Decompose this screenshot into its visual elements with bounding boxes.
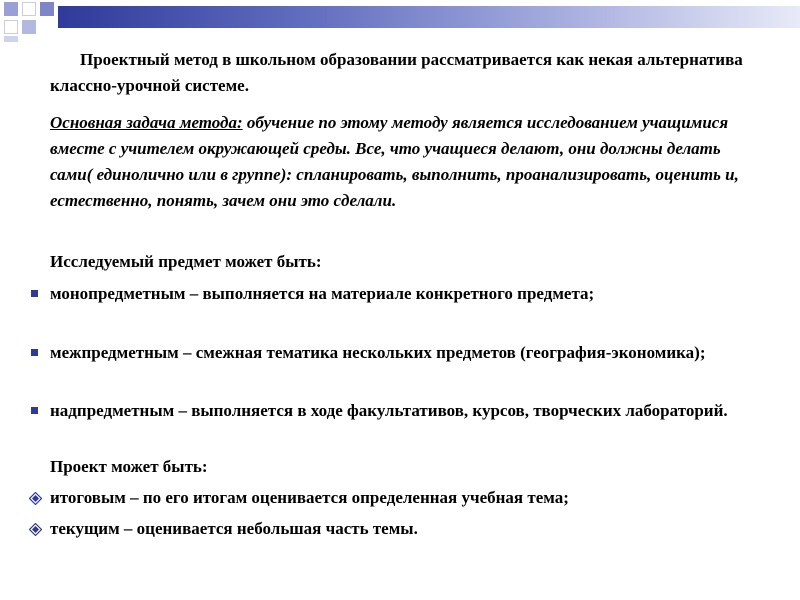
intro-paragraph: Проектный метод в школьном образовании рассматривается как некая альтернатива классно-урочной системе.	[50, 50, 743, 95]
project-heading: Проект может быть:	[50, 457, 208, 476]
subject-heading: Исследуемый предмет может быть:	[50, 252, 322, 271]
task-label: Основная задача метода:	[50, 113, 243, 132]
task-text: обучение по этому методу является исследованием учащимися вместе с учителем окружающей среды. Все, что учащиеся делают, они должны делать сами( единолично или в группе): спланировать, выполнить, проанализировать, оценить и, естественно, понять, зачем они это сделали.	[50, 113, 739, 210]
subject-list-item	[50, 340, 750, 366]
subject-item-text: монопредметным – выполняется на материале конкретного предмета;	[50, 284, 595, 303]
project-item-text: итоговым – по его итогам оценивается определенная учебная тема;	[50, 488, 569, 507]
project-list-item	[50, 485, 750, 511]
square-bullet-icon	[31, 290, 38, 297]
square-bullet-icon	[31, 407, 38, 414]
diamond-bullet-icon	[29, 523, 42, 536]
subject-item-text: межпредметным – смежная тематика нескольких предметов (география-экономика);	[50, 343, 706, 362]
subject-list-item	[50, 398, 750, 424]
subject-list-item	[50, 281, 750, 307]
diamond-bullet-icon	[29, 492, 42, 505]
project-item-text: текущим – оценивается небольшая часть темы.	[50, 519, 418, 538]
square-bullet-icon	[31, 349, 38, 356]
task-paragraph	[50, 110, 750, 214]
project-list-item	[50, 516, 750, 542]
subject-item-text: надпредметным – выполняется в ходе факультативов, курсов, творческих лабораторий.	[50, 401, 728, 420]
